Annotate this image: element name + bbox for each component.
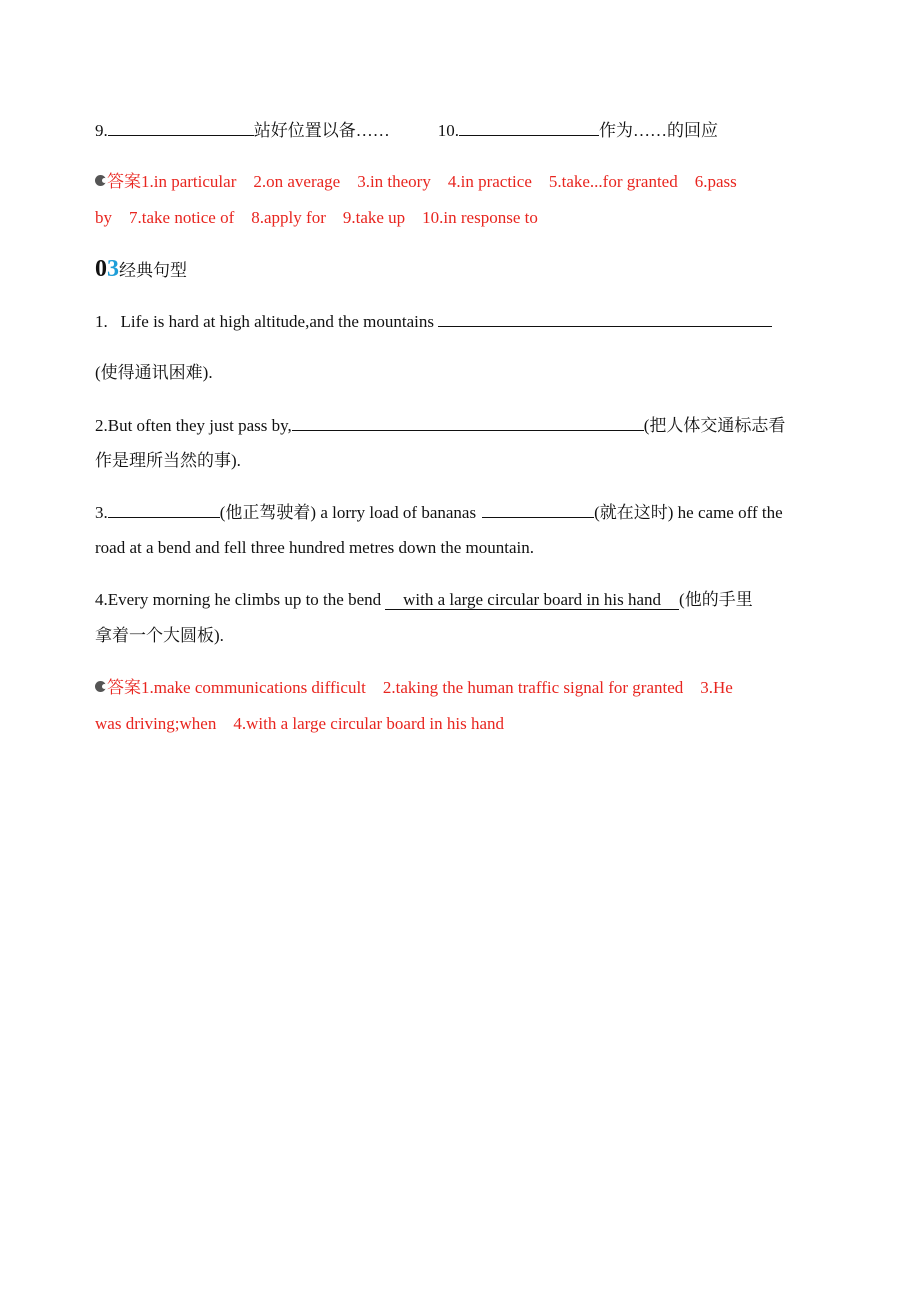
answer1-text-line2: by 7.take notice of 8.apply for 9.take up 10.in response to [95,208,538,227]
item10-number: 10. [437,121,459,140]
sentence3-blank-1[interactable] [108,501,220,518]
answer-icon [95,175,106,186]
sentence4-text: 4.Every morning he climbs up to the bend [95,590,382,609]
sentence-2 [95,414,785,437]
sentence-1 [95,310,772,333]
sentence4-prompt-b: 拿着一个大圆板). [95,626,224,645]
sentence3-end: (就在这时) he came off the [594,503,783,522]
answer-label: 答案 [107,678,141,697]
answer2-text-line1: 1.make communications difficult 2.taking the human traffic signal for granted 3.He [141,678,733,697]
answer-block-2-line1 [95,677,733,699]
item10-prompt: 作为……的回应 [599,121,718,140]
item9-number: 9. [95,121,108,140]
sentence3-line2: road at a bend and fell three hundred metres down the mountain. [95,538,535,557]
sentence2-blank[interactable] [292,414,644,431]
sentence2-prompt-b: 作是理所当然的事). [95,451,241,470]
sentence-3 [95,501,783,524]
section-title: 经典句型 [119,261,187,280]
answer-block-1-line1 [95,171,737,193]
sentence1-prompt: (使得通讯困难). [95,363,213,382]
sentence4-prompt-a: (他的手里 [679,590,753,609]
sentence1-text: 1. Life is hard at high altitude,and the mountains [95,312,434,331]
answer-icon [95,681,106,692]
sentence4-filled-answer: with a large circular board in his hand [385,590,679,610]
item9-blank[interactable] [108,119,254,136]
sentence2-text: 2.But often they just pass by, [95,416,292,435]
item9-prompt: 站好位置以备…… [253,121,390,140]
sentence2-prompt-a: (把人体交通标志看 [643,416,786,435]
item10-blank[interactable] [459,119,599,136]
sentence-4 [95,589,753,611]
answer2-text-line2: was driving;when 4.with a large circular board in his hand [95,714,504,733]
vocab-row-9-10 [95,119,718,142]
answer-label: 答案 [107,172,141,191]
sentence3-middle: (他正驾驶着) a lorry load of bananas [219,503,477,522]
sentence1-blank[interactable] [438,310,772,327]
sentence3-number: 3. [95,503,108,522]
answer1-text-line1: 1.in particular 2.on average 3.in theory 4.in practice 5.take...for granted 6.pass [141,172,737,191]
section-number: 03 [95,256,119,282]
sentence3-blank-2[interactable] [482,501,594,518]
section-heading [95,255,187,285]
